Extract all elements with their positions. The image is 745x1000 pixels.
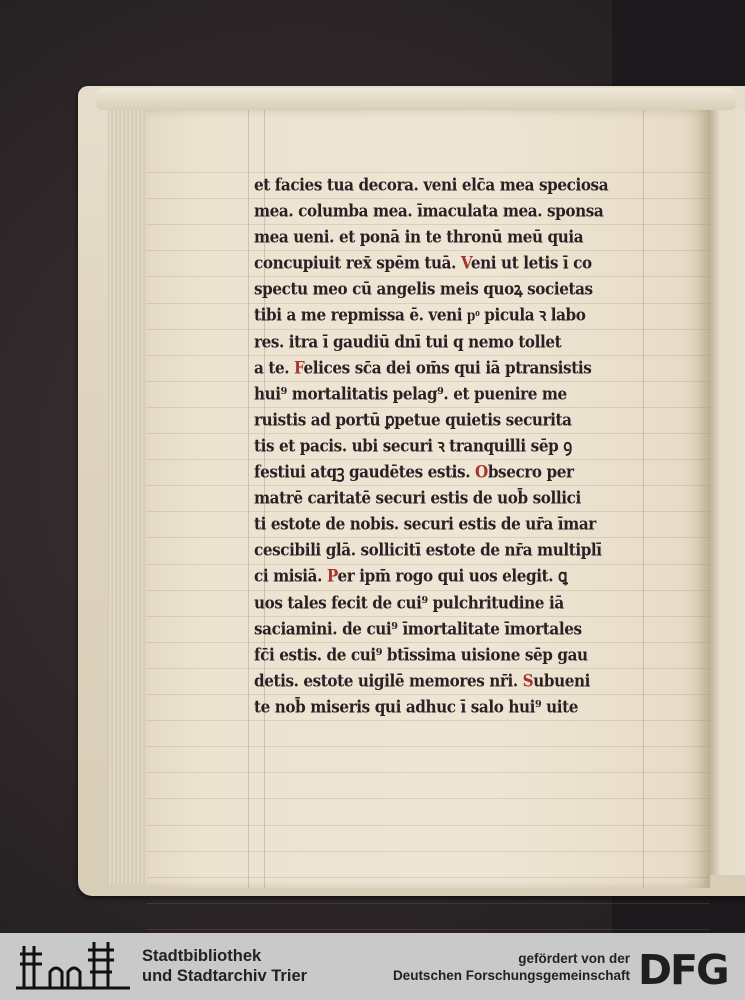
text-line: spectu meo cū angelis meis quoꝝ societas bbox=[254, 279, 593, 300]
manuscript-page bbox=[146, 110, 710, 888]
ruling-line bbox=[146, 851, 710, 852]
ruling-line bbox=[146, 746, 710, 747]
text-line: a te. Felices sc̄a dei om̄s qui iā ptransistis bbox=[254, 357, 592, 378]
text-line: ti estote de nobis. securi estis de ur̄a īmar bbox=[254, 514, 596, 535]
text-line: ruistis ad portū ꝑpetue quietis securita bbox=[254, 409, 572, 430]
ruling-line bbox=[146, 877, 710, 878]
stadtbibliothek-trier-logo-icon bbox=[12, 936, 132, 996]
text-line: mea. columba mea. īmaculata mea. sponsa bbox=[254, 201, 604, 222]
text-line: tis et pacis. ubi securi ꝛ tranquilli sēp ꝯ bbox=[254, 435, 572, 457]
text-line: festiui atqꝫ gaudētes estis. Obsecro per bbox=[254, 461, 574, 483]
ruling-line bbox=[146, 798, 710, 799]
text-line: et facies tua decora. veni elc̄a mea speciosa bbox=[254, 174, 609, 196]
facing-page-edge bbox=[708, 110, 745, 875]
funding-line-2: Deutschen Forschungsgemeinschaft bbox=[392, 968, 630, 983]
rubric-initial: S bbox=[522, 670, 534, 691]
rubric-initial: O bbox=[474, 461, 488, 483]
footer-bar bbox=[0, 933, 745, 1000]
institution-name bbox=[142, 946, 307, 986]
funding-note bbox=[380, 950, 630, 984]
dfg-logo-text: DFG bbox=[638, 946, 728, 990]
ruling-line bbox=[146, 903, 710, 904]
text-line: matrē caritatē securi estis de uob̄ sollici bbox=[254, 488, 581, 509]
text-line: mea ueni. et ponā in te thronū meū quia bbox=[254, 227, 584, 248]
text-line: uos tales fecit de cui⁹ pulchritudine iā bbox=[254, 592, 564, 613]
dfg-logo-icon bbox=[636, 946, 741, 990]
text-line: hui⁹ mortalitatis pelag⁹. et puenire me bbox=[254, 383, 567, 404]
text-line: concupiuit rex̄ spēm tuā. Veni ut letis ī co bbox=[254, 253, 592, 274]
text-line: cescibili glā. sollicitī estote de nr̄a multiplī bbox=[254, 540, 602, 561]
text-line: res. itra ī gaudiū dnī tui q nemo tollet bbox=[254, 331, 562, 352]
ruling-line-left bbox=[248, 110, 249, 888]
ruling-line bbox=[146, 929, 710, 930]
institution-line-1: Stadtbibliothek bbox=[142, 947, 262, 965]
text-line: detis. estote uigilē memores nr̄i. Subueni bbox=[254, 670, 591, 691]
text-line: saciamini. de cui⁹ īmortalitate īmortales bbox=[254, 618, 582, 639]
rubric-initial: P bbox=[326, 566, 338, 587]
manuscript-text-block bbox=[254, 172, 649, 720]
text-line: ci misiā. Per ipm̄ rogo qui uos elegit. ꝗ bbox=[254, 566, 568, 587]
institution-line-2: und Stadtarchiv Trier bbox=[142, 967, 308, 985]
cover-top-edge bbox=[96, 88, 736, 110]
text-line: tibi a me repmissa ē. veni pͦ picula ꝛ labo bbox=[254, 305, 586, 326]
ruling-line bbox=[146, 825, 710, 826]
funding-line-1: gefördert von der bbox=[518, 951, 630, 966]
ruling-line bbox=[146, 772, 710, 773]
text-line: te nob̄ miseris qui adhuc ī salo hui⁹ uite bbox=[254, 696, 579, 717]
text-line: fc̄i estis. de cui⁹ btīssima uisione sēp gau bbox=[254, 644, 588, 665]
rubric-initial: F bbox=[293, 357, 304, 378]
rubric-initial: V bbox=[460, 253, 471, 274]
page-block-edge bbox=[108, 110, 148, 885]
